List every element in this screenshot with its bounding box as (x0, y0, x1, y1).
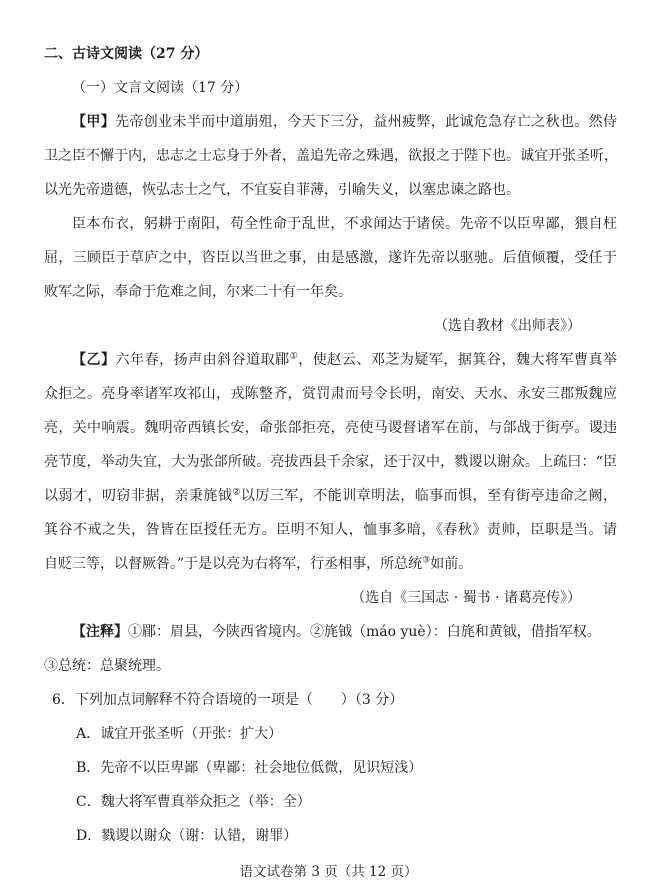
notes-tag: 【注释】 (72, 624, 128, 640)
section-title: 二、古诗文阅读（27 分） (44, 46, 209, 62)
footnote-mark-3: ③ (422, 555, 431, 566)
jia-para2-line1: 臣本布衣，躬耕于南阳，苟全性命于乱世，不求闻达于诸侯。先帝不以臣卑鄙，猥自枉 (72, 216, 617, 232)
jia-para2-line3: 败军之际，奉命于危难之间，尔来二十有一年矣。 (44, 284, 352, 300)
yi-line1: 【乙】六年春，扬声由斜谷道取郿①，使赵云、邓芝为疑军，据箕谷，魏大将军曹真举 (72, 351, 618, 368)
yi-line4: 亮节度，举动失宜，大为张郃所破。亮拔西县千余家，还于汉中，戮谡以谢众。上疏曰：“臣 (44, 454, 617, 470)
option-c: C．魏大将军曹真举众拒之（举：全） (76, 794, 311, 810)
subsection-title: （一）文言文阅读（17 分） (72, 80, 249, 96)
yi-line3: 亮，关中响震。魏明帝西镇长安，命张郃拒亮，亮使马谡督诸军在前，与郃战于街亭。谡违 (44, 420, 617, 436)
option-b: B．先帝不以臣卑鄙（卑鄙：社会地位低微，见识短浅） (76, 760, 423, 776)
jia-source: （选自教材《出师表》） (434, 318, 581, 334)
option-a: A．诚宜开张圣听（开张：扩大） (76, 726, 283, 742)
jia-tag: 【甲】 (72, 114, 116, 130)
jia-para1-line1: 【甲】先帝创业未半而中道崩殂，今天下三分，益州疲弊，此诚危急存亡之秋也。然侍 (72, 114, 618, 130)
yi-tag: 【乙】 (72, 352, 116, 368)
yi-line2: 众拒之。亮身率诸军攻祁山，戎陈整齐，赏罚肃而号令长明，南安、天水、永安三郡叛魏应 (44, 386, 617, 402)
yi-line6: 箕谷不戒之失，咎皆在臣授任无方。臣明不知人，恤事多暗，《春秋》责帅，臣职是当。请 (44, 522, 617, 538)
option-d: D．戮谡以谢众（谢：认错，谢罪） (76, 828, 298, 844)
jia-para1-line3: 以光先帝遗德，恢弘志士之气，不宜妄自菲薄，引喻失义，以塞忠谏之路也。 (44, 182, 520, 198)
page-footer: 语文试卷第 3 页（共 12 页） (239, 864, 418, 880)
question-stem: 6．下列加点词解释不符合语境的一项是（ ）（3 分） (52, 692, 404, 708)
jia-para1-line2: 卫之臣不懈于内，忠志之士忘身于外者，盖追先帝之殊遇，欲报之于陛下也。诚宜开张圣听， (44, 148, 618, 164)
yi-line7: 自贬三等，以督厥咎。”于是以亮为右将军，行丞相事，所总统③如前。 (44, 555, 473, 572)
jia-para2-line2: 屈，三顾臣于草庐之中，咨臣以当世之事，由是感激，遂许先帝以驱驰。后值倾覆，受任于 (44, 250, 617, 266)
yi-line5: 以弱才，叨窃非据，亲秉旄钺②以厉三军，不能训章明法，临事而惧，至有街亭违命之阙， (44, 487, 618, 504)
footnote-mark-2: ② (232, 487, 241, 498)
footnote-mark-1: ① (289, 351, 299, 362)
yi-source: （选自《三国志 · 蜀书 · 诸葛亮传》） (351, 590, 581, 606)
notes-line2: ③总统：总聚统理。 (44, 658, 170, 674)
notes-line1: 【注释】①郿：眉县，今陕西省境内。②旄钺（máo yuè）：白旄和黄钺，借指军权。 (72, 624, 601, 640)
